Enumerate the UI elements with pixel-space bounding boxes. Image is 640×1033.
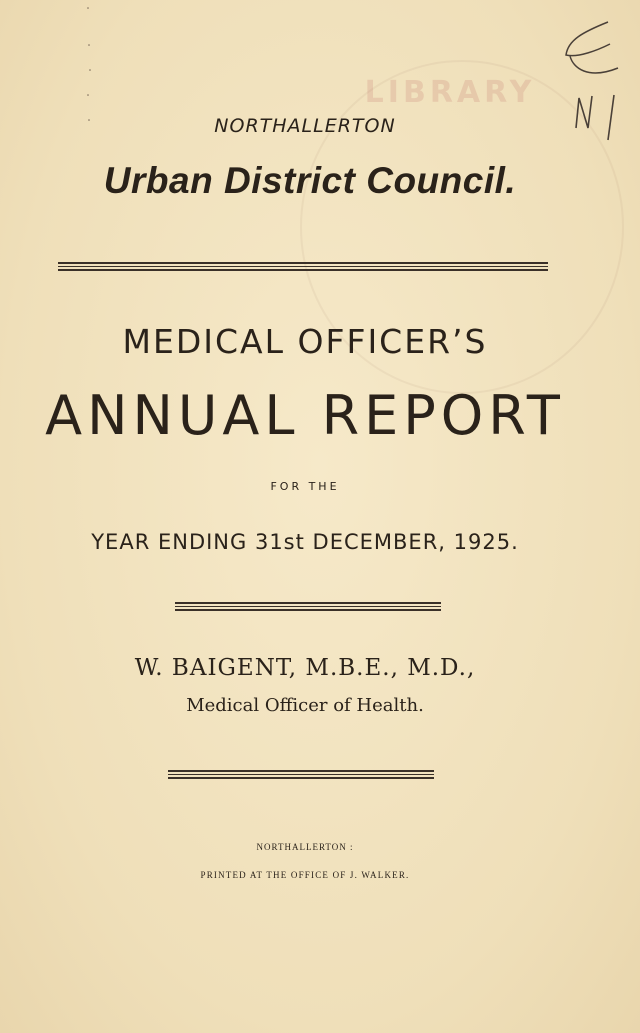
print-place: NORTHALLERTON :: [256, 842, 354, 852]
author-position: Medical Officer of Health.: [186, 695, 424, 716]
divider-rule-bottom: [168, 770, 434, 781]
divider-rule-middle: [175, 602, 441, 613]
library-stamp-text: LIBRARY: [364, 75, 536, 110]
divider-rule-top: [58, 262, 548, 273]
handwritten-shelfmark-icon: [548, 10, 638, 170]
town-name: NORTHALLERTON: [214, 115, 396, 137]
for-the-label: FOR THE: [270, 480, 340, 493]
report-kind: MEDICAL OFFICER’S: [122, 322, 488, 361]
printer-line: PRINTED AT THE OFFICE OF J. WALKER.: [200, 870, 410, 880]
year-ending: YEAR ENDING 31st DECEMBER, 1925.: [91, 530, 519, 554]
author-name: W. BAIGENT, M.B.E., M.D.,: [134, 655, 476, 681]
report-title: ANNUAL REPORT: [45, 384, 565, 447]
margin-specks: [80, 0, 100, 130]
council-name: Urban District Council.: [103, 160, 517, 201]
